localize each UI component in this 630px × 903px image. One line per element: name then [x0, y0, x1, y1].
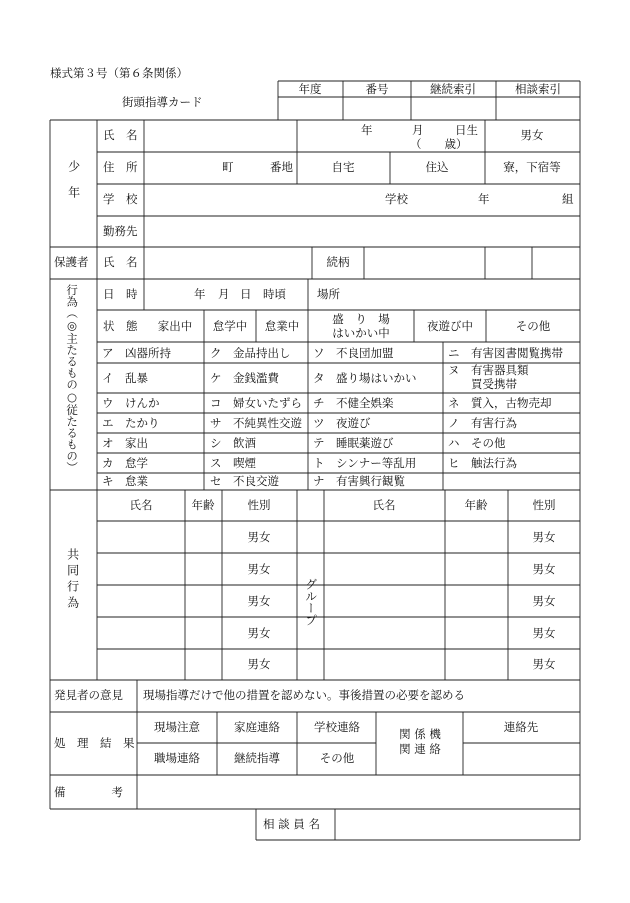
grade-suffix: 年 — [478, 192, 490, 206]
residence-home: 自宅 — [331, 160, 355, 174]
juvenile-name-label: 氏 名 — [103, 128, 138, 142]
behavior-item: ウ けんか — [102, 396, 160, 410]
state-absent-work: 怠業中 — [264, 319, 300, 333]
index-header-number: 番号 — [365, 82, 389, 96]
residence-live-in: 住込 — [425, 160, 449, 174]
behavior-item: ヌ 有害器具類 買受携帯 — [448, 363, 529, 391]
juvenile-school-label: 学 校 — [103, 192, 138, 206]
behavior-item: シ 飲酒 — [210, 436, 256, 450]
datetime-day: 日 — [240, 287, 252, 301]
joint-sex-left: 男女 — [247, 657, 271, 671]
behavior-item: イ 乱暴 — [102, 371, 148, 385]
juvenile-address-label: 住 所 — [103, 160, 138, 174]
state-downtown-loitering: 盛 り 場 はいかい中 — [332, 312, 390, 341]
counselor-label: 相 談 員 名 — [263, 817, 320, 831]
behavior-item: カ 怠学 — [102, 456, 148, 470]
birth-day-label: 日生 — [455, 123, 478, 137]
datetime-year: 年 — [194, 287, 206, 301]
result-agency-contact: 関 係 機 関 連 絡 — [399, 727, 441, 756]
juvenile-sex: 男女 — [520, 128, 544, 142]
joint-sex-left: 男女 — [247, 562, 271, 576]
behavior-item: ニ 有害図書閲覧携帯 — [448, 346, 563, 360]
joint-header-name-right: 氏名 — [372, 498, 396, 512]
behavior-item: ソ 不良団加盟 — [313, 346, 394, 360]
state-label: 状 態 — [103, 319, 138, 333]
behavior-item: テ 睡眠薬遊び — [313, 436, 394, 450]
behavior-item: オ 家出 — [102, 436, 148, 450]
result-workplace-contact: 職場連絡 — [154, 751, 200, 765]
birth-year-label: 年 — [361, 123, 373, 137]
form-title: 街頭指導カード — [122, 95, 203, 109]
section-label-joint: 共同行為 — [65, 548, 80, 612]
remarks-label: 備 考 — [54, 785, 123, 799]
result-continued-guidance: 継続指導 — [234, 751, 280, 765]
joint-sex-right: 男女 — [532, 562, 556, 576]
behavior-item: ナ 有害興行観覧 — [313, 474, 405, 488]
index-header-consultation: 相談索引 — [515, 82, 561, 96]
result-school-contact: 学校連絡 — [314, 720, 360, 734]
behavior-item: ハ その他 — [448, 436, 506, 450]
behavior-item: ケ 金銭濫費 — [210, 371, 279, 385]
guardian-name-label: 氏 名 — [103, 255, 138, 269]
datetime-label: 日 時 — [103, 287, 138, 301]
group-label: グループ — [303, 578, 318, 626]
datetime-month: 月 — [218, 287, 230, 301]
joint-sex-left: 男女 — [247, 626, 271, 640]
joint-header-age-right: 年齢 — [464, 498, 488, 512]
result-family-contact: 家庭連絡 — [234, 720, 280, 734]
joint-header-sex: 性別 — [247, 498, 271, 512]
joint-sex-right: 男女 — [532, 594, 556, 608]
guardian-relation-label: 続柄 — [326, 255, 350, 269]
joint-sex-left: 男女 — [247, 594, 271, 608]
behavior-item: ネ 質入，古物売却 — [448, 396, 552, 410]
state-truant: 怠学中 — [212, 319, 248, 333]
behavior-item: タ 盛り場はいかい — [313, 371, 417, 385]
index-header-year: 年度 — [298, 82, 322, 96]
joint-sex-left: 男女 — [247, 530, 271, 544]
behavior-item: ト シンナー等乱用 — [313, 456, 417, 470]
behavior-item: ス 喫煙 — [210, 456, 256, 470]
behavior-item: ツ 夜遊び — [313, 416, 371, 430]
behavior-item: セ 不良交遊 — [210, 474, 279, 488]
opinion-label: 発見者の意見 — [54, 688, 123, 702]
result-label: 処 理 結 果 — [54, 736, 135, 750]
joint-sex-right: 男女 — [532, 657, 556, 671]
result-contact-label: 連絡先 — [503, 720, 539, 734]
behavior-item: ク 金品持出し — [210, 346, 291, 360]
behavior-item: キ 怠業 — [102, 474, 148, 488]
state-runaway: 家出中 — [157, 319, 193, 333]
class-suffix: 組 — [562, 192, 574, 206]
residence-dorm: 寮，下宿等 — [503, 160, 561, 174]
behavior-item: コ 婦女いたずら — [210, 396, 302, 410]
state-night-out: 夜遊び中 — [427, 319, 473, 333]
behavior-item: ア 凶器所持 — [102, 346, 171, 360]
behavior-item: チ 不健全娯楽 — [313, 396, 394, 410]
form-number: 様式第３号（第６条関係） — [50, 66, 188, 80]
joint-sex-right: 男女 — [532, 626, 556, 640]
joint-header-sex-right: 性別 — [532, 498, 556, 512]
behavior-item: ヒ 触法行為 — [448, 456, 517, 470]
behavior-item: サ 不純異性交遊 — [210, 416, 302, 430]
joint-header-age: 年齢 — [191, 498, 215, 512]
result-on-site-warning: 現場注意 — [154, 720, 200, 734]
behavior-item: ノ 有害行為 — [448, 416, 517, 430]
section-label-juvenile: 少年 — [66, 160, 81, 212]
opinion-text: 現場指導だけで他の措置を認めない。事後措置の必要を認める — [143, 688, 465, 702]
section-label-behavior: 行為（◎主たるもの○従たるもの） — [65, 284, 80, 473]
state-other: その他 — [515, 319, 551, 333]
place-label: 場所 — [317, 287, 340, 301]
birth-month-label: 月 — [412, 123, 424, 137]
joint-header-name: 氏名 — [129, 498, 153, 512]
juvenile-workplace-label: 勤務先 — [103, 224, 138, 238]
address-town-label: 町 — [222, 160, 234, 174]
school-suffix: 学校 — [385, 192, 408, 206]
behavior-item: エ たかり — [102, 416, 160, 430]
joint-sex-right: 男女 — [532, 530, 556, 544]
age-label: （ 歳） — [410, 137, 468, 151]
result-other: その他 — [319, 751, 355, 765]
index-header-continuation: 継続索引 — [430, 82, 476, 96]
address-block-label: 番地 — [270, 160, 293, 174]
section-label-guardian: 保護者 — [54, 255, 89, 269]
datetime-hour: 時頃 — [263, 287, 286, 301]
